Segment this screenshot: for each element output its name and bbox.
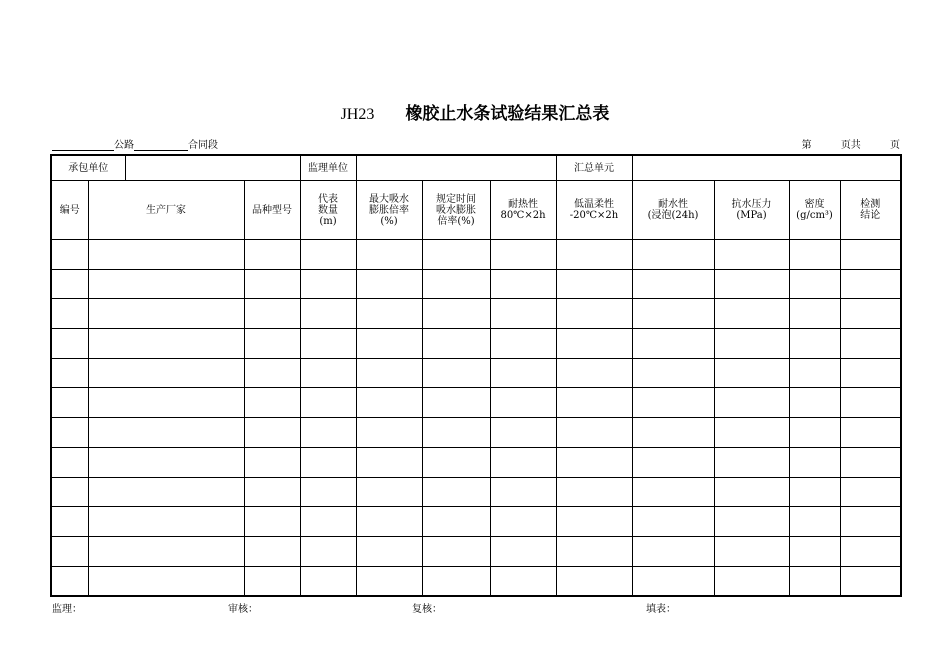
table-row xyxy=(51,477,901,507)
cell-heat[interactable] xyxy=(490,388,556,418)
cell-cold[interactable] xyxy=(556,418,632,448)
cell-cold[interactable] xyxy=(556,240,632,270)
cell-no[interactable] xyxy=(51,329,88,359)
cell-heat[interactable] xyxy=(490,507,556,537)
table-row xyxy=(51,418,901,448)
header-line: (MPa) xyxy=(736,210,767,221)
table-row xyxy=(51,566,901,596)
cell-no[interactable] xyxy=(51,447,88,477)
info-row xyxy=(51,155,901,181)
table-row xyxy=(51,447,901,477)
summary-value[interactable] xyxy=(632,155,901,181)
cell-qty[interactable] xyxy=(300,447,356,477)
cell-density[interactable] xyxy=(789,329,840,359)
cell-heat[interactable] xyxy=(490,418,556,448)
header-line: 代表 xyxy=(318,193,338,205)
cell-pressure[interactable] xyxy=(714,299,789,329)
header-line: (g/cm³) xyxy=(796,210,833,221)
cell-max_swell[interactable] xyxy=(356,358,422,388)
cell-pressure[interactable] xyxy=(714,240,789,270)
cell-max_swell[interactable] xyxy=(356,507,422,537)
cell-timed_swell[interactable] xyxy=(422,329,490,359)
cell-qty[interactable] xyxy=(300,388,356,418)
header-line: 倍率(%) xyxy=(437,215,475,227)
column-header-row xyxy=(51,181,901,240)
cell-cold[interactable] xyxy=(556,566,632,596)
header-line: 最大吸水 xyxy=(369,193,409,205)
cell-water[interactable] xyxy=(632,566,714,596)
filler-sign: 填表： xyxy=(646,604,676,615)
cell-heat[interactable] xyxy=(490,240,556,270)
data-rows xyxy=(51,240,901,597)
header-line: -20℃×2h xyxy=(569,210,619,221)
page-prefix: 第 xyxy=(801,140,812,151)
header-line: 吸水膨胀 xyxy=(436,204,476,216)
cell-density[interactable] xyxy=(789,447,840,477)
form-name: 橡胶止水条试验结果汇总表 xyxy=(405,104,610,124)
cell-heat[interactable] xyxy=(490,358,556,388)
cell-maker[interactable] xyxy=(88,299,244,329)
checker-sign: 复核： xyxy=(412,604,442,615)
contractor-value[interactable] xyxy=(125,155,300,181)
cell-max_swell[interactable] xyxy=(356,447,422,477)
table-row xyxy=(51,240,901,270)
header-line: 膨胀倍率 xyxy=(369,204,409,216)
cell-result[interactable] xyxy=(840,299,901,329)
reviewer-sign: 审核： xyxy=(228,604,258,615)
header-result xyxy=(840,181,901,240)
cell-qty[interactable] xyxy=(300,477,356,507)
cell-pressure[interactable] xyxy=(714,477,789,507)
cell-water[interactable] xyxy=(632,269,714,299)
supervisor-label: 监理单位 xyxy=(300,155,356,181)
header-water xyxy=(632,181,714,240)
summary-label: 汇总单元 xyxy=(556,155,632,181)
cell-timed_swell[interactable] xyxy=(422,418,490,448)
cell-cold[interactable] xyxy=(556,358,632,388)
cell-maker[interactable] xyxy=(88,566,244,596)
header-pressure xyxy=(714,181,789,240)
header-line: 密度 xyxy=(804,199,825,210)
cell-water[interactable] xyxy=(632,418,714,448)
cell-model[interactable] xyxy=(244,329,300,359)
cell-water[interactable] xyxy=(632,447,714,477)
cell-result[interactable] xyxy=(840,388,901,418)
cell-no[interactable] xyxy=(51,507,88,537)
cell-water[interactable] xyxy=(632,477,714,507)
cell-no[interactable] xyxy=(51,299,88,329)
cell-model[interactable] xyxy=(244,566,300,596)
header-model xyxy=(244,181,300,240)
cell-pressure[interactable] xyxy=(714,358,789,388)
header-max_swell xyxy=(356,181,422,240)
cell-density[interactable] xyxy=(789,269,840,299)
cell-result[interactable] xyxy=(840,566,901,596)
table-row xyxy=(51,299,901,329)
road-blank[interactable] xyxy=(52,140,114,151)
section-label: 合同段 xyxy=(188,140,218,151)
cell-heat[interactable] xyxy=(490,269,556,299)
cell-water[interactable] xyxy=(632,329,714,359)
cell-timed_swell[interactable] xyxy=(422,240,490,270)
cell-max_swell[interactable] xyxy=(356,240,422,270)
cell-max_swell[interactable] xyxy=(356,477,422,507)
cell-model[interactable] xyxy=(244,447,300,477)
header-line: (浸泡(24h) xyxy=(647,210,699,221)
page-suffix: 页 xyxy=(890,140,900,151)
cell-maker[interactable] xyxy=(88,358,244,388)
cell-pressure[interactable] xyxy=(714,418,789,448)
cell-qty[interactable] xyxy=(300,329,356,359)
cell-cold[interactable] xyxy=(556,269,632,299)
cell-maker[interactable] xyxy=(88,477,244,507)
cell-model[interactable] xyxy=(244,536,300,566)
table-row xyxy=(51,329,901,359)
cell-density[interactable] xyxy=(789,566,840,596)
cell-timed_swell[interactable] xyxy=(422,507,490,537)
cell-pressure[interactable] xyxy=(714,536,789,566)
cell-density[interactable] xyxy=(789,477,840,507)
page-mid: 页共 xyxy=(840,140,861,151)
header-line: 耐水性 xyxy=(658,199,689,210)
cell-cold[interactable] xyxy=(556,329,632,359)
header-line: (%) xyxy=(380,215,398,227)
cell-result[interactable] xyxy=(840,329,901,359)
cell-maker[interactable] xyxy=(88,536,244,566)
cell-result[interactable] xyxy=(840,536,901,566)
header-line: (m) xyxy=(319,215,337,227)
cell-maker[interactable] xyxy=(88,388,244,418)
cell-heat[interactable] xyxy=(490,329,556,359)
cell-cold[interactable] xyxy=(556,447,632,477)
table-row xyxy=(51,269,901,299)
cell-no[interactable] xyxy=(51,566,88,596)
cell-maker[interactable] xyxy=(88,269,244,299)
cell-density[interactable] xyxy=(789,358,840,388)
cell-no[interactable] xyxy=(51,358,88,388)
supervisor-value[interactable] xyxy=(356,155,556,181)
cell-cold[interactable] xyxy=(556,536,632,566)
cell-timed_swell[interactable] xyxy=(422,388,490,418)
header-line: 80℃×2h xyxy=(500,210,546,221)
cell-timed_swell[interactable] xyxy=(422,477,490,507)
cell-pressure[interactable] xyxy=(714,329,789,359)
cell-pressure[interactable] xyxy=(714,566,789,596)
cell-cold[interactable] xyxy=(556,388,632,418)
cell-max_swell[interactable] xyxy=(356,388,422,418)
header-line: 耐热性 xyxy=(508,199,538,210)
cell-qty[interactable] xyxy=(300,418,356,448)
header-line: 低温柔性 xyxy=(574,199,615,210)
cell-model[interactable] xyxy=(244,240,300,270)
cell-max_swell[interactable] xyxy=(356,329,422,359)
page-counter xyxy=(788,136,900,151)
cell-model[interactable] xyxy=(244,507,300,537)
cell-no[interactable] xyxy=(51,240,88,270)
header-heat xyxy=(490,181,556,240)
header-no xyxy=(51,181,88,240)
header-line: 抗水压力 xyxy=(731,199,772,210)
cell-qty[interactable] xyxy=(300,358,356,388)
table-row xyxy=(51,388,901,418)
cell-model[interactable] xyxy=(244,269,300,299)
cell-timed_swell[interactable] xyxy=(422,447,490,477)
header-line: 品种型号 xyxy=(252,204,292,216)
cell-max_swell[interactable] xyxy=(356,269,422,299)
cell-qty[interactable] xyxy=(300,536,356,566)
cell-heat[interactable] xyxy=(490,536,556,566)
header-line: 规定时间 xyxy=(436,193,476,205)
road-label: 公路 xyxy=(114,140,134,151)
cell-result[interactable] xyxy=(840,447,901,477)
cell-pressure[interactable] xyxy=(714,388,789,418)
cell-timed_swell[interactable] xyxy=(422,299,490,329)
cell-result[interactable] xyxy=(840,418,901,448)
cell-maker[interactable] xyxy=(88,418,244,448)
cell-model[interactable] xyxy=(244,358,300,388)
table-row xyxy=(51,507,901,537)
cell-no[interactable] xyxy=(51,477,88,507)
cell-model[interactable] xyxy=(244,418,300,448)
cell-max_swell[interactable] xyxy=(356,566,422,596)
table-row xyxy=(51,536,901,566)
cell-model[interactable] xyxy=(244,299,300,329)
contractor-label: 承包单位 xyxy=(51,155,125,181)
cell-max_swell[interactable] xyxy=(356,418,422,448)
header-qty xyxy=(300,181,356,240)
cell-heat[interactable] xyxy=(490,477,556,507)
cell-heat[interactable] xyxy=(490,299,556,329)
cell-density[interactable] xyxy=(789,299,840,329)
cell-water[interactable] xyxy=(632,299,714,329)
header-line: 编号 xyxy=(59,204,80,216)
cell-timed_swell[interactable] xyxy=(422,536,490,566)
cell-timed_swell[interactable] xyxy=(422,358,490,388)
cell-maker[interactable] xyxy=(88,447,244,477)
cell-no[interactable] xyxy=(51,418,88,448)
cell-density[interactable] xyxy=(789,240,840,270)
cell-result[interactable] xyxy=(840,240,901,270)
cell-result[interactable] xyxy=(840,269,901,299)
form-title xyxy=(0,99,950,124)
cell-model[interactable] xyxy=(244,388,300,418)
cell-no[interactable] xyxy=(51,269,88,299)
cell-result[interactable] xyxy=(840,507,901,537)
cell-qty[interactable] xyxy=(300,566,356,596)
cell-water[interactable] xyxy=(632,507,714,537)
cell-pressure[interactable] xyxy=(714,447,789,477)
cell-max_swell[interactable] xyxy=(356,299,422,329)
cell-water[interactable] xyxy=(632,388,714,418)
cell-timed_swell[interactable] xyxy=(422,269,490,299)
cell-result[interactable] xyxy=(840,358,901,388)
cell-water[interactable] xyxy=(632,240,714,270)
cell-cold[interactable] xyxy=(556,507,632,537)
header-cold xyxy=(556,181,632,240)
supervisor-sign: 监理： xyxy=(52,604,82,615)
cell-result[interactable] xyxy=(840,477,901,507)
cell-timed_swell[interactable] xyxy=(422,566,490,596)
cell-no[interactable] xyxy=(51,536,88,566)
header-maker xyxy=(88,181,244,240)
cell-heat[interactable] xyxy=(490,447,556,477)
header-timed_swell xyxy=(422,181,490,240)
cell-cold[interactable] xyxy=(556,477,632,507)
cell-maker[interactable] xyxy=(88,240,244,270)
cell-maker[interactable] xyxy=(88,329,244,359)
table-row xyxy=(51,358,901,388)
cell-qty[interactable] xyxy=(300,299,356,329)
cell-model[interactable] xyxy=(244,477,300,507)
cell-no[interactable] xyxy=(51,388,88,418)
cell-qty[interactable] xyxy=(300,240,356,270)
cell-water[interactable] xyxy=(632,358,714,388)
cell-density[interactable] xyxy=(789,418,840,448)
cell-max_swell[interactable] xyxy=(356,536,422,566)
cell-heat[interactable] xyxy=(490,566,556,596)
cell-pressure[interactable] xyxy=(714,507,789,537)
cell-density[interactable] xyxy=(789,507,840,537)
cell-pressure[interactable] xyxy=(714,269,789,299)
form-code: JH23 xyxy=(340,106,375,123)
cell-qty[interactable] xyxy=(300,269,356,299)
cell-maker[interactable] xyxy=(88,507,244,537)
cell-qty[interactable] xyxy=(300,507,356,537)
results-table xyxy=(50,154,902,597)
cell-water[interactable] xyxy=(632,536,714,566)
header-line: 数量 xyxy=(318,204,338,216)
header-line: 生产厂家 xyxy=(146,204,186,216)
cell-density[interactable] xyxy=(789,388,840,418)
cell-cold[interactable] xyxy=(556,299,632,329)
header-line: 结论 xyxy=(860,210,881,221)
header-line: 检测 xyxy=(860,199,881,210)
cell-density[interactable] xyxy=(789,536,840,566)
section-blank[interactable] xyxy=(134,140,188,151)
header-density xyxy=(789,181,840,240)
